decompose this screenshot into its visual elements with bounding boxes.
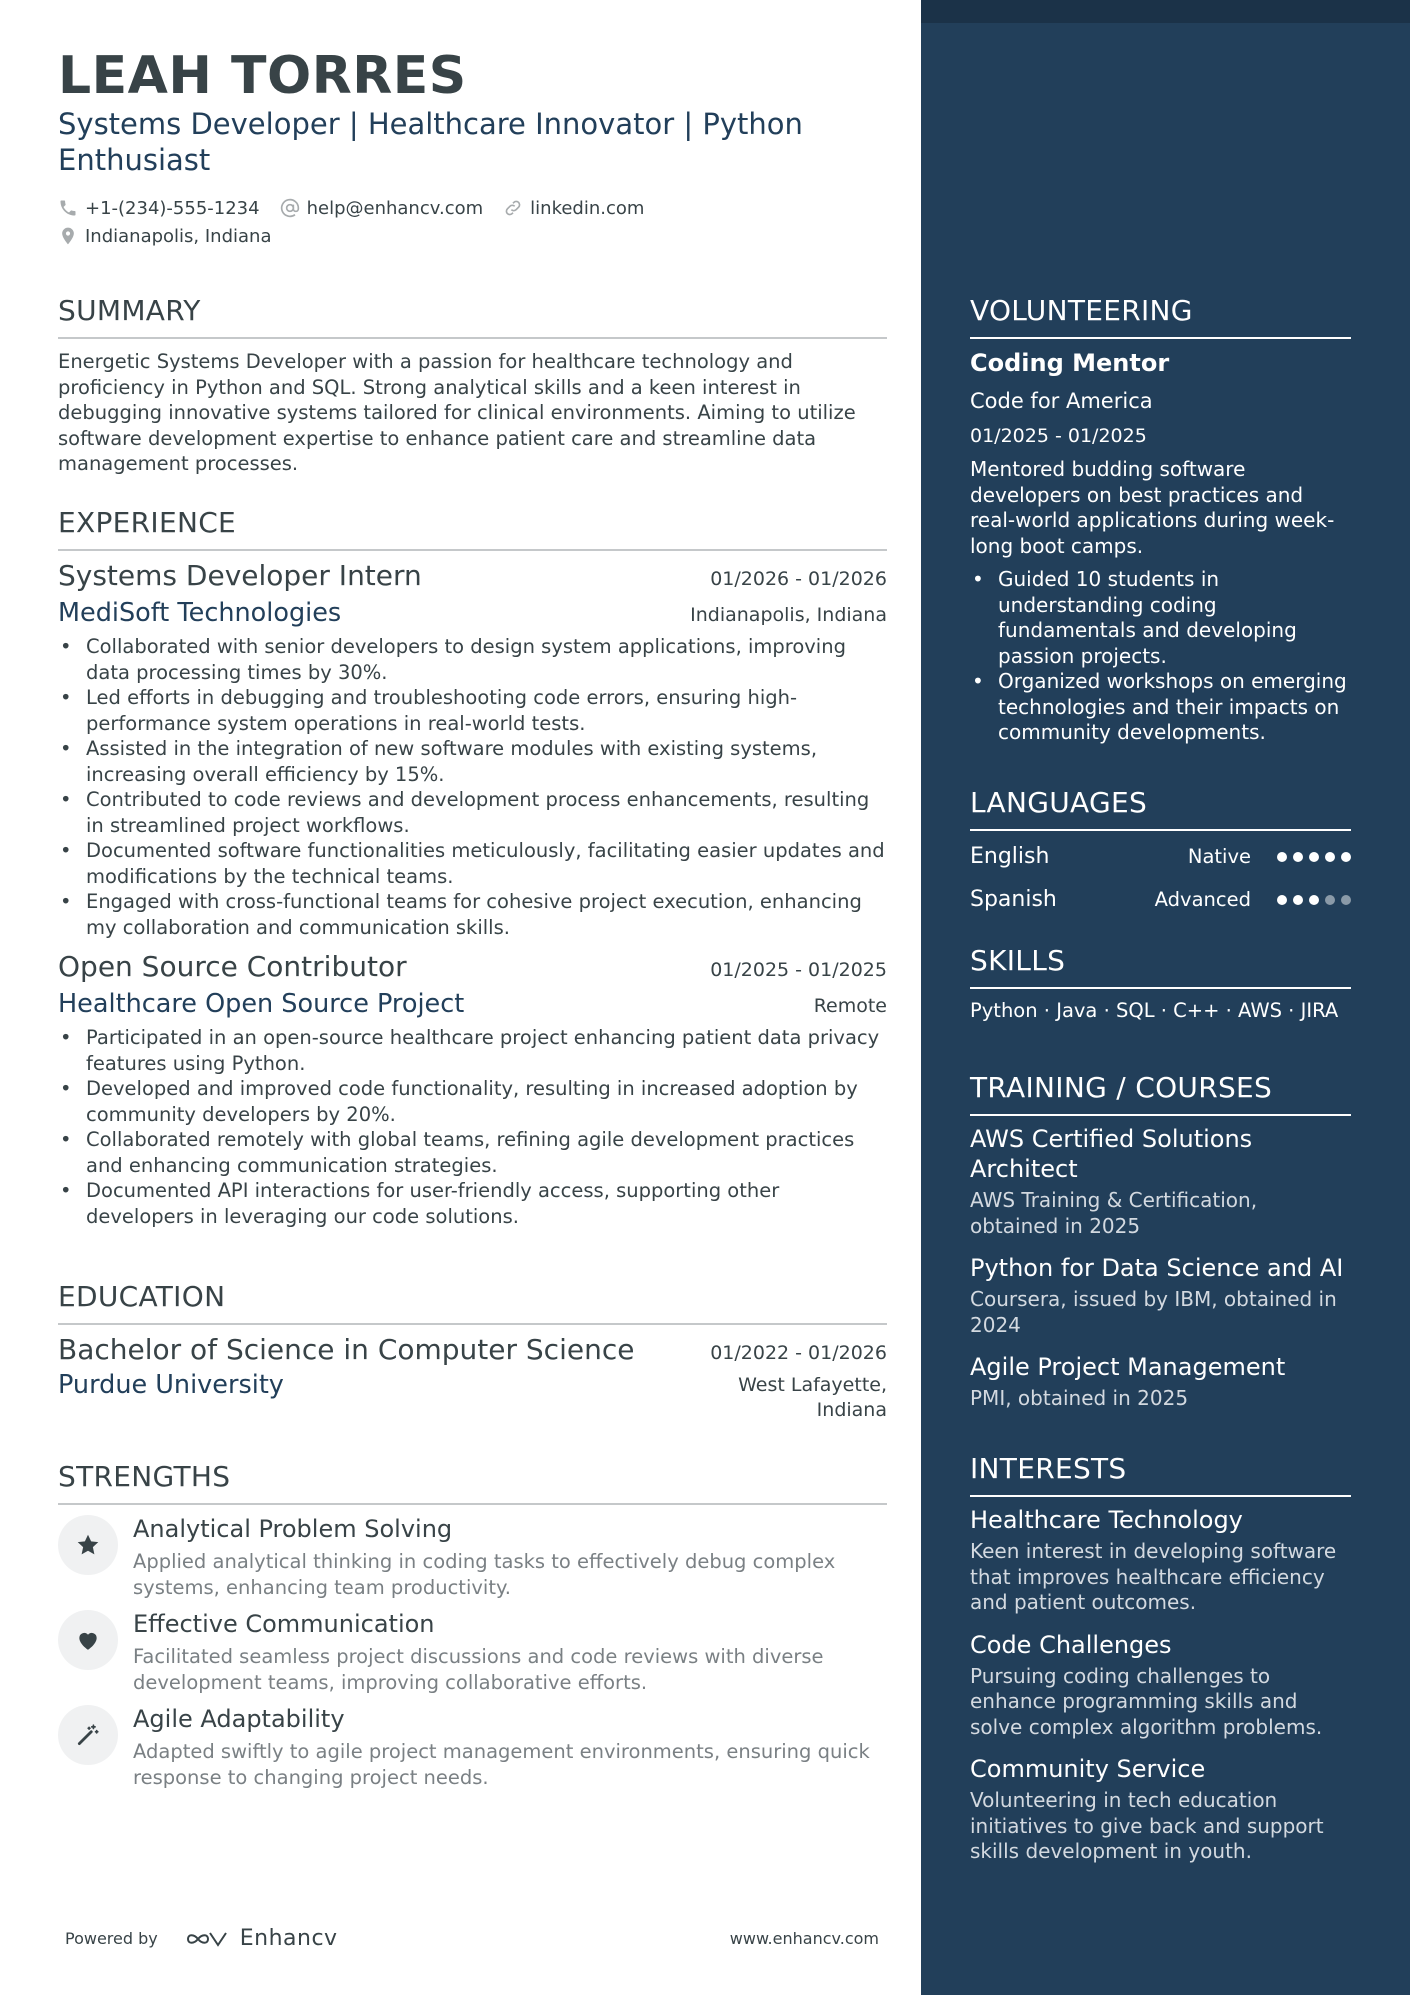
bullet-item: • Assisted in the integration of new software modules with existing systems, increasing overall efficiency by 15%. [58, 736, 887, 787]
interest-desc: Pursuing coding challenges to enhance programming skills and solve complex algorithm problems. [970, 1663, 1323, 1739]
contact-phone[interactable] [58, 198, 260, 219]
rating-dot-filled [1309, 895, 1319, 905]
bullet-item: • Led efforts in debugging and troubleshooting code errors, ensuring high-performance system operations in real-world tests. [58, 685, 887, 736]
interest-item [970, 1754, 1351, 1865]
language-name: Spanish [970, 887, 1057, 912]
rating-dot-empty [1325, 895, 1335, 905]
email-text: help@enhancv.com [306, 197, 484, 219]
course-name: AWS Certified Solutions Architect [970, 1125, 1253, 1183]
bullet-item: • Collaborated with senior developers to design system applications, improving data processing times by 30%. [58, 634, 887, 685]
strength-title: Effective Communication [133, 1610, 435, 1638]
interest-name: Community Service [970, 1755, 1206, 1783]
course-name: Python for Data Science and AI [970, 1254, 1344, 1282]
location-text: Indianapolis, Indiana [85, 225, 272, 247]
company-name: Healthcare Open Source Project [58, 989, 465, 1019]
rating-dot-filled [1293, 852, 1303, 862]
strength-title: Analytical Problem Solving [133, 1515, 453, 1543]
volunteer-desc: Mentored budding software developers on best practices and real-world applications during week-long boot camps. [970, 457, 1335, 558]
degree: Bachelor of Science in Computer Science [58, 1333, 635, 1366]
language-rating [1271, 895, 1351, 905]
education-title: EDUCATION [58, 1280, 887, 1325]
experience-item [58, 559, 887, 940]
brand-name: Enhancv [239, 1926, 338, 1951]
powered-by-label: Powered by [65, 1929, 158, 1948]
strength-desc: Adapted swiftly to agile project management environments, ensuring quick response to changing project needs. [133, 1740, 870, 1789]
bullet-item: • Engaged with cross-functional teams for cohesive project execution, enhancing my collaboration and communication skills. [58, 889, 887, 940]
job-location: Indianapolis, Indiana [690, 604, 887, 626]
headline: Systems Developer | Healthcare Innovator | Python Enthusiast [58, 107, 803, 177]
rating-dot-filled [1309, 852, 1319, 862]
volunteer-org: Code for America [970, 389, 1153, 413]
strength-title: Agile Adaptability [133, 1705, 345, 1733]
rating-dot-empty [1341, 895, 1351, 905]
job-bullets [58, 634, 887, 940]
rating-dot-filled [1325, 852, 1335, 862]
strengths-title: STRENGTHS [58, 1460, 887, 1505]
education-location-line: Indiana [816, 1399, 887, 1421]
job-location: Remote [813, 995, 887, 1017]
strength-item [58, 1610, 887, 1695]
course-detail: PMI, obtained in 2025 [970, 1386, 1189, 1410]
volunteer-dates: 01/2025 - 01/2025 [970, 425, 1147, 447]
strength-item [58, 1515, 887, 1600]
job-dates: 01/2025 - 01/2025 [710, 959, 887, 981]
strength-desc: Facilitated seamless project discussions and code reviews with diverse development teams, improving collaborative efforts. [133, 1645, 824, 1694]
strengths-section [58, 1460, 887, 1790]
languages-section [970, 786, 1351, 921]
skills-title: SKILLS [970, 944, 1351, 989]
sidebar-top-band [921, 0, 1410, 23]
school-name: Purdue University [58, 1370, 284, 1400]
interest-desc: Keen interest in developing software that improves healthcare efficiency and patient outcomes. [970, 1539, 1337, 1614]
bullet-item: • Collaborated remotely with global teams, refining agile development practices and enhancing communication strategies. [58, 1127, 887, 1178]
skills-list: Python · Java · SQL · C++ · AWS · JIRA [970, 999, 1339, 1022]
interest-item [970, 1630, 1351, 1741]
location-pin-icon [58, 226, 78, 246]
volunteer-bullets [970, 567, 1351, 746]
footer [65, 1926, 879, 1951]
interests-title: INTERESTS [970, 1452, 1351, 1497]
language-level: Advanced [1154, 888, 1251, 911]
phone-icon [58, 198, 78, 218]
volunteer-role: Coding Mentor [970, 349, 1170, 377]
linkedin-text: linkedin.com [530, 197, 645, 219]
strength-desc: Applied analytical thinking in coding tasks to effectively debug complex systems, enhancing team productivity. [133, 1550, 836, 1599]
interests-section [970, 1452, 1351, 1865]
languages-title: LANGUAGES [970, 786, 1351, 831]
volunteering-title: VOLUNTEERING [970, 294, 1351, 339]
course-detail: AWS Training & Certification, obtained in 2025 [970, 1188, 1258, 1238]
job-bullets [58, 1025, 887, 1229]
training-item [970, 1124, 1351, 1239]
contact-email[interactable] [280, 198, 484, 219]
summary-section [58, 294, 887, 477]
at-icon [280, 198, 300, 218]
interest-desc: Volunteering in tech education initiatives to give back and support skills development in youth. [970, 1788, 1324, 1863]
language-rating [1271, 852, 1351, 862]
course-detail: Coursera, issued by IBM, obtained in 2024 [970, 1287, 1337, 1337]
heart-icon [58, 1610, 118, 1670]
rating-dot-filled [1293, 895, 1303, 905]
magic-wand-icon [58, 1705, 118, 1765]
bullet-item: • Contributed to code reviews and development process enhancements, resulting in streamlined project workflows. [58, 787, 887, 838]
contact-linkedin[interactable] [503, 198, 644, 219]
footer-url[interactable]: www.enhancv.com [729, 1929, 879, 1948]
strength-item [58, 1705, 887, 1790]
language-name: English [970, 844, 1050, 869]
job-title: Systems Developer Intern [58, 559, 422, 592]
volunteering-section [970, 294, 1351, 746]
education-section [58, 1280, 887, 1423]
training-item [970, 1253, 1351, 1338]
bullet-item: • Documented API interactions for user-friendly access, supporting other developers in leveraging our code solutions. [58, 1178, 887, 1229]
candidate-name: LEAH TORRES [58, 46, 467, 106]
powered-by [65, 1926, 338, 1951]
training-item [970, 1352, 1351, 1412]
contact-location [58, 226, 272, 247]
rating-dot-filled [1341, 852, 1351, 862]
company-name: MediSoft Technologies [58, 598, 342, 628]
education-location [738, 1373, 887, 1423]
language-level: Native [1187, 845, 1251, 868]
link-icon [503, 198, 523, 218]
experience-section [58, 506, 887, 1229]
training-title: TRAINING / COURSES [970, 1071, 1351, 1116]
course-name: Agile Project Management [970, 1353, 1286, 1381]
rating-dot-filled [1277, 852, 1287, 862]
language-row [970, 878, 1351, 921]
phone-text: +1-(234)-555-1234 [85, 197, 260, 219]
education-location-line: West Lafayette, [738, 1374, 887, 1396]
bullet-item: • Guided 10 students in understanding coding fundamentals and developing passion projects. [970, 567, 1351, 669]
interest-item [970, 1505, 1351, 1616]
job-dates: 01/2026 - 01/2026 [710, 568, 887, 590]
interest-name: Code Challenges [970, 1630, 1172, 1659]
star-icon [58, 1515, 118, 1575]
interest-name: Healthcare Technology [970, 1506, 1243, 1534]
language-row [970, 835, 1351, 878]
summary-title: SUMMARY [58, 294, 887, 339]
training-section [970, 1071, 1351, 1412]
bullet-item: • Organized workshops on emerging technologies and their impacts on community developments. [970, 669, 1351, 746]
experience-title: EXPERIENCE [58, 506, 887, 551]
education-dates: 01/2022 - 01/2026 [710, 1342, 887, 1364]
summary-text: Energetic Systems Developer with a passion for healthcare technology and proficiency in Python and SQL. Strong analytical skills and a keen interest in debugging innovative systems tailored for clinical environments. Aiming to utilize software development expertise to enhance patient care and streamline data management processes. [58, 350, 856, 475]
contact-info [58, 194, 878, 250]
bullet-item: • Developed and improved code functionality, resulting in increased adoption by community developers by 20%. [58, 1076, 887, 1127]
enhancv-logo-icon [184, 1927, 232, 1951]
rating-dot-filled [1277, 895, 1287, 905]
job-title: Open Source Contributor [58, 950, 407, 983]
skills-section [970, 944, 1351, 1022]
bullet-item: • Documented software functionalities meticulously, facilitating easier updates and modifications by the technical teams. [58, 838, 887, 889]
experience-item [58, 950, 887, 1229]
bullet-item: • Participated in an open-source healthcare project enhancing patient data privacy features using Python. [58, 1025, 887, 1076]
